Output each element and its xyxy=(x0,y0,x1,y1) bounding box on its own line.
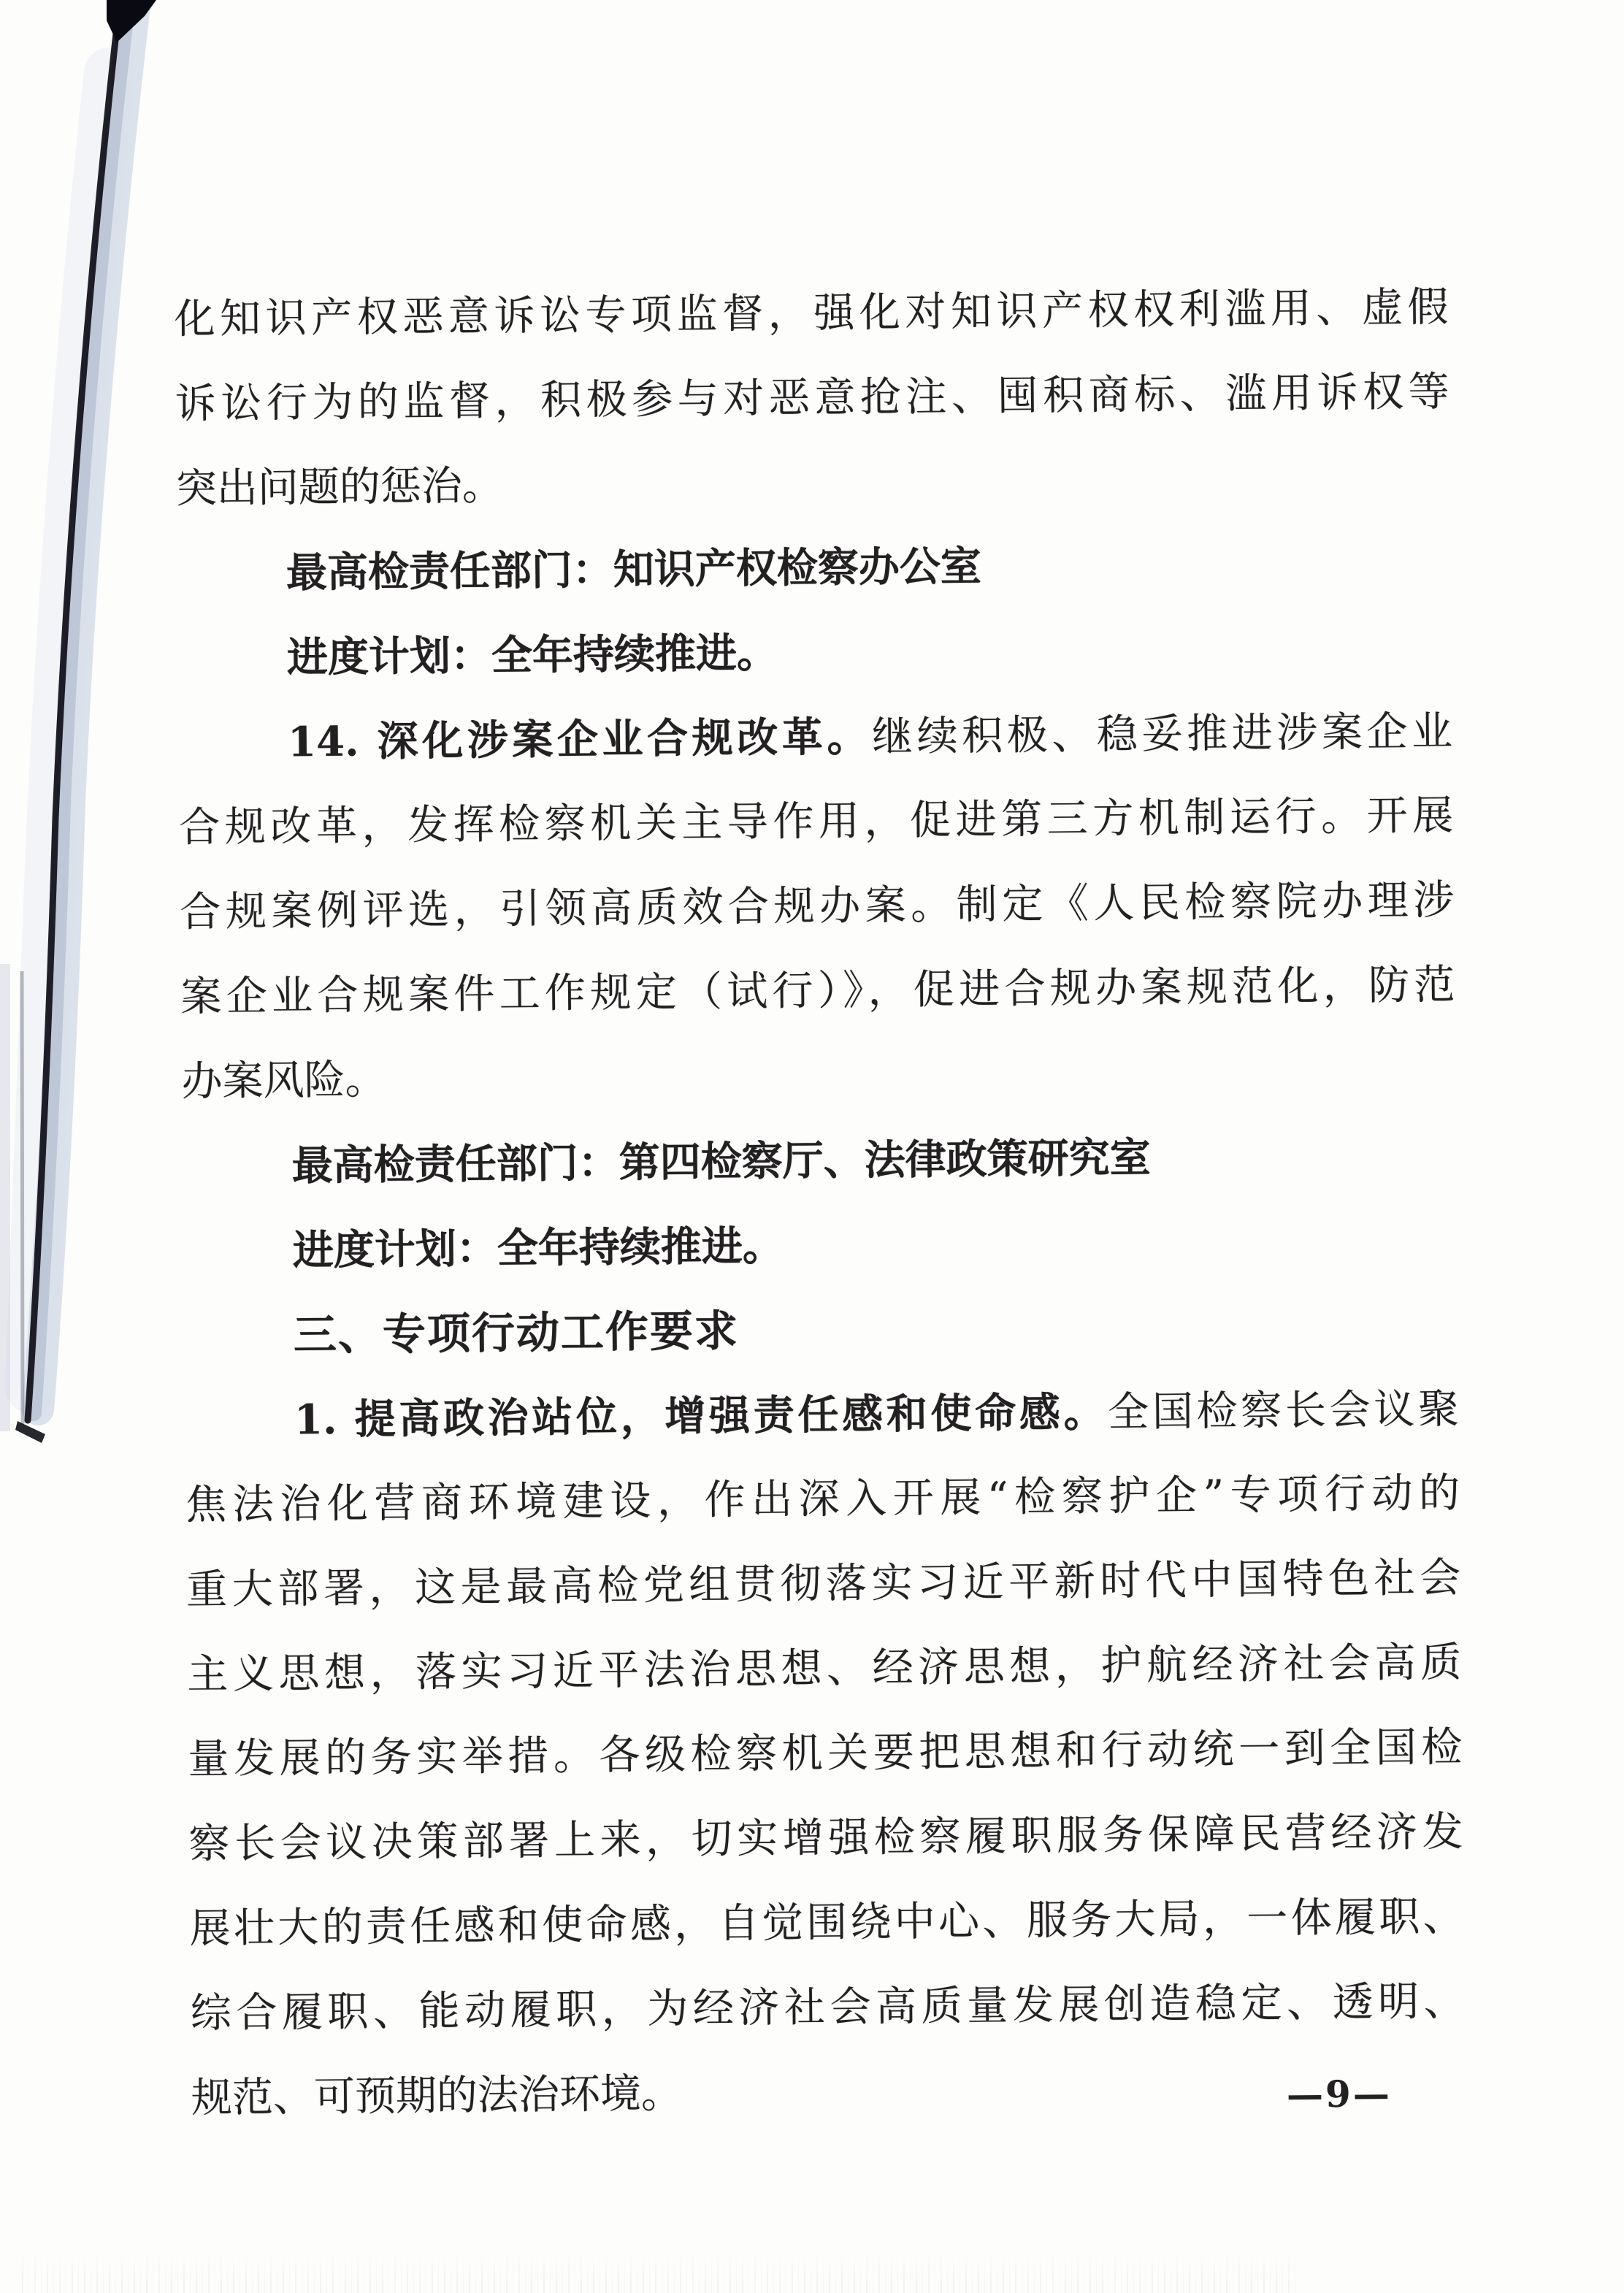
text-line xyxy=(190,1959,1465,2056)
text-segment: 综合履职、能动履职，为经济社会高质量发展创造稳定、透明、 xyxy=(190,1978,1466,2037)
text-line xyxy=(184,1366,1459,1463)
text-line xyxy=(191,2044,1466,2141)
text-segment: 进度计划：全年持续推进。 xyxy=(292,1222,784,1275)
text-segment: 规范、可预期的法治环境。 xyxy=(191,2070,683,2122)
text-segment: 突出问题的惩治。 xyxy=(175,462,504,513)
text-line xyxy=(174,265,1449,362)
text-segment: 焦法治化营商环境建设，作出深入开展“检察护企”专项行动的 xyxy=(185,1469,1460,1529)
text-line xyxy=(179,773,1454,870)
text-segment: 1. 提高政治站位，增强责任感和使命感。 xyxy=(294,1387,1108,1444)
text-line xyxy=(176,519,1451,616)
text-segment: 主义思想，落实习近平法治思想、经济思想，护航经济社会高质 xyxy=(187,1639,1462,1699)
text-line xyxy=(183,1197,1458,1294)
page-number: —9— xyxy=(1286,2072,1393,2116)
section-heading xyxy=(183,1282,1458,1379)
text-line xyxy=(180,943,1455,1040)
text-line xyxy=(186,1536,1461,1633)
text-segment: 全国检察长会议聚 xyxy=(1107,1385,1460,1436)
text-line xyxy=(189,1875,1464,1972)
text-segment: 案企业合规案件工作规定（试行）》，促进合规办案规范化，防范 xyxy=(180,961,1455,1021)
scan-noise-band xyxy=(22,2253,1300,2293)
text-line xyxy=(175,435,1450,532)
text-segment: 察长会议决策部署上来，切实增强检察履职服务保障民营经济发 xyxy=(188,1808,1463,1868)
text-line xyxy=(182,1112,1457,1209)
text-segment: 展壮大的责任感和使命感，自觉围绕中心、服务大局，一体履职、 xyxy=(189,1893,1464,1953)
text-segment: 合规案例评选，引领高质效合规办案。制定《人民检察院办理涉 xyxy=(180,876,1455,936)
text-segment: 进度计划：全年持续推进。 xyxy=(286,629,778,682)
text-segment: 14. 深化涉案企业合规改革。 xyxy=(287,712,873,767)
text-segment: 最高检责任部门：知识产权检察办公室 xyxy=(286,542,982,597)
text-line xyxy=(175,350,1449,447)
text-segment: 量发展的务实举措。各级检察机关要把思想和行动统一到全国检 xyxy=(188,1723,1463,1783)
text-segment: 三、专项行动工作要求 xyxy=(293,1305,740,1360)
text-segment: 办案风险。 xyxy=(181,1056,386,1106)
text-lines xyxy=(174,265,1466,2141)
text-line xyxy=(181,1027,1456,1125)
text-line xyxy=(177,604,1452,701)
text-line xyxy=(187,1620,1462,1718)
text-segment: 继续积极、稳妥推进涉案企业 xyxy=(871,708,1453,761)
text-line xyxy=(180,858,1455,955)
text-line xyxy=(185,1451,1460,1548)
text-line xyxy=(188,1705,1463,1802)
text-segment: 重大部署，这是最高检党组贯彻落实习近平新时代中国特色社会 xyxy=(185,1554,1461,1614)
text-segment: 合规改革，发挥检察机关主导作用，促进第三方机制运行。开展 xyxy=(178,792,1454,851)
text-segment: 化知识产权恶意诉讼专项监督，强化对知识产权权利滥用、虚假 xyxy=(174,283,1449,343)
text-segment: 诉讼行为的监督，积极参与对恶意抢注、囤积商标、滥用诉权等 xyxy=(175,368,1449,428)
text-line xyxy=(188,1790,1463,1887)
text-segment: 最高检责任部门：第四检察厅、法律政策研究室 xyxy=(291,1133,1151,1190)
text-line xyxy=(178,689,1453,786)
